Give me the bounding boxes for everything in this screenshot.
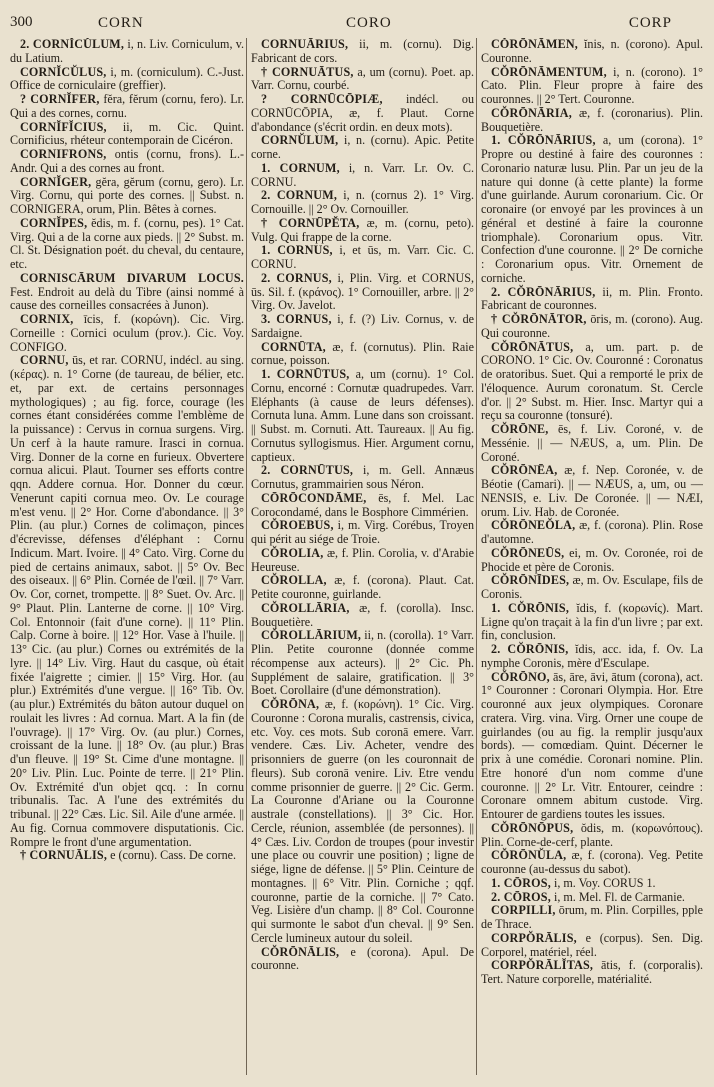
entry-headword: CŎROLLĀRIA, [261,600,350,615]
entry-definition: fĕra, fĕrum (cornu, fero). Lr. Qui a des cornes, cornu. [10,92,244,120]
entry-definition: i, n. Liv. Corniculum, v. du Latium. [10,38,244,65]
entry-definition: ĭdis, acc. ida, f. Ov. La nymphe Coronis, mère d'Esculape. [481,642,703,670]
entry-definition: a, um (corona). 1° Propre ou destiné à faire des couronnes : Coronario naturæ lusu. Plin. Par un jeu de la nature qui donne (à cette plante) la forme d'une guirlande. Aurum coronarium. Cic. Or coronaire (or envoyé par les provinces à un général et destiné à faire la couronne triomphale). Coronarium opus. Vitr. Confection d'une couronne. || 2° De corniche : Coronarium opus. Vitr. Ornement de corniche. [481,133,703,285]
dictionary-entry [251,189,474,217]
entry-headword: 2. CORNŪTUS, [261,463,354,478]
running-head-right: CORP [628,15,672,31]
entry-definition: æ, m. (cornu, peto). Vulg. Qui frappe de la corne. [251,215,474,244]
dictionary-entry [10,272,244,313]
entry-definition: Fest. Endroit au delà du Tibre (ainsi nommé à cause des corneilles consacrées à Junon). [10,284,244,313]
entry-headword: CŎRŌNŬLA, [491,848,567,863]
entry-headword: CORNIFRONS, [20,147,107,161]
entry-definition: gĕra, gĕrum (cornu, gero). Lr. Virg. Cornu, qui porte des cornes. || Subst. n. CORNIGERA, orum, Plin. Bêtes à cornes. [10,174,244,216]
entry-headword: CORNĬCŬLUS, [20,64,107,79]
entry-definition: e (corona). Apul. De couronne. [251,944,474,973]
dictionary-entry [251,272,474,313]
column-divider [476,38,477,1075]
entry-definition: ēs, f. Liv. Coroné, v. de Messénie. || — NÆUS, a, um. Plin. De Coroné. [481,422,703,464]
entry-headword: 2. CORNUS, [261,270,332,285]
entry-headword: CORNŪTA, [261,339,326,354]
dictionary-entry [481,849,703,877]
entry-headword: CŎRŌNEŪS, [491,545,565,560]
entry-definition: indécl. ou CORNŪCŌPIA, æ, f. Plaut. Corne d'abondance (s'écrit ordin. en deux mots). [251,92,474,134]
entry-headword: CŎRŌNA, [261,697,320,711]
dictionary-entry [251,547,474,575]
entry-definition: æ, f. Plin. Corolia, v. d'Arabie Heureuse. [251,545,474,574]
entry-headword: 3. CORNUS, [261,312,332,326]
entry-headword: CŎROLLĀRIUM, [261,628,362,643]
entry-definition: ii, m. (cornu). Dig. Fabricant de cors. [251,38,474,65]
entry-headword: CORNU, [20,353,69,368]
entry-definition: ii, n. (corolla). 1° Varr. Plin. Petite couronne (donnée comme récompense aux acteurs). || 2° Cic. Ph. Supplément de salaire, gratification. || 3° Boet. Corollaire (d'une démonstration). [251,628,474,698]
entry-headword: 1. CŎRŌNĀRIUS, [491,133,596,148]
entry-headword: ? CORNĬFER, [20,92,100,106]
entry-headword: CORPŎRĀLĬTAS, [491,958,594,973]
entry-headword: CŎRŌNĀTUS, [491,339,574,354]
entry-definition: ōrum, m. Plin. Corpilles, pple de Thrace. [481,903,703,931]
dictionary-entry [481,671,703,822]
dictionary-entry [481,877,703,891]
entry-definition: i, n. (cornus 2). 1° Virg. Cornouille. || 2° Ov. Cornouiller. [251,188,474,216]
entry-definition: ōris, m. (corono). Aug. Qui couronne. [481,312,703,340]
entry-definition: ŏdis, m. (κορωνόπους). Plin. Corne-de-cerf, plante. [481,820,703,849]
dictionary-entry [481,904,703,932]
entry-definition: æ, f. (cornutus). Plin. Raie cornue, poisson. [251,339,474,368]
entry-definition: i, Plin. Virg. et CORNUS, ūs. Sil. f. (κράνος). 1° Cornouiller, arbre. || 2° Virg. Ov. Javelot. [251,270,474,313]
entry-headword: 1. CORNUS, [261,243,333,258]
dictionary-entry [481,423,703,464]
entry-definition: ii, m. Cic. Quint. Cornificius, rhéteur contemporain de Cicéron. [10,119,244,148]
entry-headword: CŎRŌNĀMENTUM, [491,64,607,79]
entry-definition: ēs, f. Mel. Lac Corocondamé, dans le Bosphore Cimmérien. [251,490,474,519]
dictionary-entry [10,849,244,863]
entry-definition: e (cornu). Cass. De corne. [107,848,237,863]
entry-definition: ontis (cornu, frons). L.-Andr. Qui a des cornes au front. [10,147,244,175]
dictionary-entry [481,959,703,987]
entry-definition: ūs, et rar. CORNU, indécl. au sing. (κέρας). n. 1° Corne (de taureau, de bélier, etc. et, par ext. de certains personnages mythologiques) ; au fig. force, courage (les cornes étant considérées comme l'emblème de la puissance) : Cervus in cornua surgens. Virg. Un cerf à la haute ramure. Irasci in cornua. Virg. Donner de la corne en furieux. Obvertere cornua alicui. Plaut. Tourner ses efforts contre qqn. Addere cornua. Hor. Donner du cœur. Venerunt capiti cornua meo. Ov. Le courage m'est venu. || 2° Hor. Corne d'abondance. || 3° Plin. (au plur.) Cornes de colimaçon, pinces d'écrevisse, défenses d'éléphant : Cornu Indicum. Mart. Ivoire. || 4° Cato. Virg. Corne du pied de certains animaux, sabot. || 5° Ov. Bec des oiseaux. || 6° Plin. Cornée de l'œil. || 7° Varr. Ov. Cor, cornet, trompette. || 8° Suet. Ov. Arc. || 9° Plaut. Plin. Lanterne de corne. || 10° Virg. Col. Entonnoir (fait d'une corne). || 11° Plin. Calp. Corne à boire. || 12° Hor. Vase à l'huile. || 13° Cic. (au plur.) Cornes ou extrémités de la lyre. || 14° Liv. Virg. Haut du casque, où était fixée l'aigrette ; cimier. || 15° Virg. Hor. (au plur.) Extrémités d'une vergue. || 16° Tib. Ov. (au plur.) Extrémités du bâton autour duquel on roulait les livres : Ad cornua. Mart. A la fin (de l'ouvrage). || 17° Virg. Ov. (au plur.) Cornes, croissant de la lune. || 18° Ov. (au plur.) Bras d'un fleuve. || 19° St. Cime d'une montagne. || 20° Liv. Plin. Luc. Pointe de terre. || 21° Plin. Ov. Extrémité d'un objet qcq. : In cornu tribunalis. Tac. A l'une des extrémités du tribunal. || 22° Cæs. Lic. Sil. Aile d'une armée. || Au fig. Cornua commovere disputationis. Cic. Rompre le front d'une argumentation. [10,353,244,849]
dictionary-entry [481,313,703,341]
dictionary-entry [481,574,703,602]
dictionary-entry [10,176,244,217]
dictionary-entry [10,217,244,272]
entry-headword: CŎROLLA, [261,573,327,588]
entry-headword: CORPŎRĀLIS, [491,930,577,945]
entry-headword: † CORNUĀLIS, [20,848,108,863]
entry-headword: CORNUĀRIUS, [261,38,349,51]
entry-definition: i, n. Varr. Lr. Ov. C. CORNU. [251,160,474,189]
entry-headword: CŎROLIA, [261,545,324,560]
entry-headword: † CŎRŌNĀTOR, [491,312,587,326]
entry-definition: i, m. Voy. CORUS 1. [550,875,656,890]
entry-headword: CŎRŌNĀRIA, [491,105,572,120]
dictionary-entry [251,946,474,974]
entry-headword: CŎRŌNŌPUS, [491,820,574,835]
entry-definition: i, f. (?) Liv. Cornus, v. de Sardaigne. [251,312,474,340]
entry-headword: 1. CŎRŌNIS, [491,600,570,615]
entry-headword: 1. CORNŪTUS, [261,367,350,381]
entry-definition: a, um (cornu). Poet. ap. Varr. Cornu, courbé. [251,64,474,93]
entry-headword: 2. CŎRŌNIS, [491,642,569,656]
dictionary-entry [481,38,703,66]
dictionary-entry [251,602,474,630]
dictionary-entry [481,822,703,850]
dictionary-entry [481,891,703,905]
entry-headword: CORNISCĀRUM DIVARUM LOCUS. [20,270,244,285]
dictionary-entry [481,519,703,547]
dictionary-entry [251,629,474,698]
entry-headword: CORNŬLUM, [261,133,339,148]
entry-headword: 1. CORNUM, [261,160,340,175]
entry-definition: i, et ūs, m. Varr. Cic. C. CORNU. [251,243,474,271]
entry-definition: æ, f. (corona). Plaut. Cat. Petite couronne, guirlande. [251,573,474,601]
column-divider [246,38,247,1075]
dictionary-entry [481,602,703,643]
dictionary-entry [481,134,703,285]
dictionary-entry [251,38,474,66]
entry-headword: CORNĬPES, [20,215,88,230]
entry-definition: æ, f. (coronarius). Plin. Bouquetière. [481,105,703,134]
dictionary-entry [251,217,474,245]
entry-definition: ātis, f. (corporalis). Tert. Nature corporelle, matérialité. [481,958,703,986]
entry-definition: ii, m. Plin. Fronto. Fabricant de couronnes. [481,284,703,313]
dictionary-entry [10,93,244,121]
entry-headword: CORPILLI, [491,903,556,918]
entry-definition: i, m. Mel. Fl. de Carmanie. [550,889,685,904]
dictionary-entry [10,66,244,94]
entry-definition: æ, f. (corona). Veg. Petite couronne (au-dessus du sabot). [481,848,703,876]
dictionary-entry [251,244,474,272]
entry-headword: CŌRŌCONDĀME, [261,490,367,505]
entry-definition: æ, f. (corona). Plin. Rose d'automne. [481,518,703,546]
dictionary-entry [481,107,703,135]
entry-definition: a, um (cornu). 1° Col. Cornu, encorné : Cornutæ quadrupedes. Varr. Eléphants (à cause de leurs défenses). Cornuta luna. Amm. Lune dans son croissant. || Subst. m. Cornuti. Att. Taureaux. || Au fig. Cornutus syllogismus. Hier. Argument cornu, captieux. [251,367,474,464]
entry-definition: i, m. (corniculum). C.-Just. Office de corniculaire (greffier). [10,64,244,93]
entry-headword: CŎRŌNE, [491,422,549,436]
dictionary-entry [251,464,474,492]
entry-definition: a, um. part. p. de CORONO. 1° Cic. Ov. Couronné : Coronatus de oratoribus. Suet. Qui a remporté le prix de l'éloquence. Aurum coronatum. St. Cercle d'or. || 2° Subst. m. Hier. Insc. Martyr qui a reçu sa couronne (tonsuré). [481,339,703,423]
entry-headword: CŎRŌNĀMEN, [491,38,578,51]
dictionary-entry [251,66,474,94]
page-number: 300 [10,14,33,30]
entry-headword: CŎRŌNEŎLA, [491,518,576,533]
entry-headword: † CORNUĀTUS, [261,64,354,79]
entry-definition: ĭnis, n. (corono). Apul. Couronne. [481,38,703,65]
entry-headword: CŎRŌNĒA, [491,463,558,478]
entry-definition: i, n. (cornu). Apic. Petite corne. [251,133,474,161]
entry-definition: ei, m. Ov. Coronée, roi de Phocide et père de Coronis. [481,545,703,574]
entry-headword: 2. CORNĬCŬLUM, [20,38,125,51]
dictionary-entry [10,38,244,66]
dictionary-entry [481,464,703,519]
dictionary-entry [251,368,474,464]
entry-headword: CORNIX, [20,312,74,326]
running-head-center: CORO [346,15,392,31]
column-3 [481,38,703,1079]
column-1 [10,38,244,1079]
dictionary-entry [251,134,474,162]
dictionary-entry [481,643,703,671]
entry-headword: CŎRŌNĀLIS, [261,944,340,959]
entry-definition: ĭdis, f. (κορωνίς). Mart. Ligne qu'on traçait à la fin d'un livre ; par ext. fin, conclusion. [481,600,703,643]
dictionary-entry [251,341,474,369]
dictionary-entry [10,354,244,849]
entry-headword: 2. CŌROS, [491,889,551,904]
entry-headword: 2. CORNUM, [261,188,338,203]
entry-definition: æ, f. Nep. Coronée, v. de Béotie (Camari). || — NÆUS, a, um, ou — NENSIS, e. Liv. De Coronée. || — NÆI, orum. Liv. Hab. de Coronée. [481,463,703,519]
entry-definition: i, m. Virg. Corébus, Troyen qui périt au siége de Troie. [251,518,474,546]
entry-headword: CŎROEBUS, [261,518,334,533]
dictionary-entry [10,148,244,176]
dictionary-entry [251,162,474,190]
entry-headword: CORNĬFĬCIUS, [20,119,107,134]
entry-headword: CŎRŌNĪDES, [491,573,570,588]
dictionary-entry [481,286,703,314]
entry-definition: æ, f. (corolla). Insc. Bouquetière. [251,600,474,629]
dictionary-entry [481,66,703,107]
dictionary-entry [251,698,474,946]
entry-definition: i, m. Gell. Annæus Cornutus, grammairien sous Néron. [251,463,474,491]
entry-headword: CŎRŌNO, [491,669,550,684]
entry-definition: ās, āre, āvi, ātum (corona), act. 1° Couronner : Coronari Olympia. Hor. Etre couronné aux jeux olympiques. Coronare cratera. Virg. vina. Virg. Orner une coupe de guirlandes (ou au fig. la remplir jusqu'aux bords). — comœdiam. Quint. Décerner le prix à une comédie. Coronari nomine. Plin. Etre honoré d'un nom comme d'une couronne. || 2° Lr. Vitr. Entourer, ceindre : Coronare omnem abitum custode. Virg. Entourer de gardiens toutes les issues. [481,669,703,821]
entry-headword: CORNĬGER, [20,174,92,189]
dictionary-entry [251,519,474,547]
dictionary-entry [251,313,474,341]
entry-definition: ĕdis, m. f. (cornu, pes). 1° Cat. Virg. Qui a de la corne aux pieds. || 2° Subst. m. Cl. St. Désignation poét. du cheval, du centaure, etc. [10,215,244,271]
dictionary-entry [481,932,703,960]
dictionary-entry [251,574,474,602]
dictionary-entry [251,492,474,520]
entry-definition: e (corpus). Sen. Dig. Corporel, matériel, réel. [481,930,703,959]
page-header [10,12,704,36]
dictionary-entry [10,313,244,354]
dictionary-entry [481,547,703,575]
dictionary-entry [251,93,474,134]
entry-definition: æ, f. (κορώνη). 1° Cic. Virg. Couronne : Corona muralis, castrensis, civica, etc. Voy. ces mots. Sub coronā emere. Varr. vendere. Cæs. Liv. Acheter, vendre des prisonniers de guerre (on les couronnait de fleurs). Sub coronā venire. Liv. Etre vendu comme prisonnier de guerre. || 2° Cic. Germ. La Couronne d'Ariane ou la Couronne australe (constellations). || 3° Cic. Hor. Cercle, réunion, assemblée (de personnes). || 4° Cæs. Liv. Cordon de troupes (pour investir une place ou couvrir une position) ; ligne de siége, ligne de défense. || 5° Plin. Ceinture de montagnes. || 6° Vitr. Plin. Corniche ; qqf. couronne, partie de la corniche. || 7° Cato. Veg. Lisière d'un champ. || 8° Col. Couronne qui surmonte le sabot d'un cheval. || 9° Sen. Cercle lumineux autour du soleil. [251,697,474,945]
entry-headword: 1. CŌROS, [491,875,551,890]
entry-headword: 2. CŎRŌNĀRIUS, [491,284,596,299]
entry-definition: i, n. (corono). 1° Cato. Plin. Fleur propre à faire des couronnes. || 2° Tert. Couronne. [481,64,703,106]
entry-definition: īcis, f. (κορώνη). Cic. Virg. Corneille : Cornici oculum (prov.). Cic. Voy. CONFIGO. [10,312,244,354]
dictionary-entry [481,341,703,424]
dictionary-entry [10,121,244,149]
entry-definition: æ, m. Ov. Esculape, fils de Coronis. [481,573,703,601]
entry-headword: ? CORNŪCŌPIÆ, [261,92,383,106]
column-2 [251,38,474,1079]
running-head-left: CORN [98,15,144,31]
entry-headword: † CORNŪPĔTA, [261,215,360,230]
